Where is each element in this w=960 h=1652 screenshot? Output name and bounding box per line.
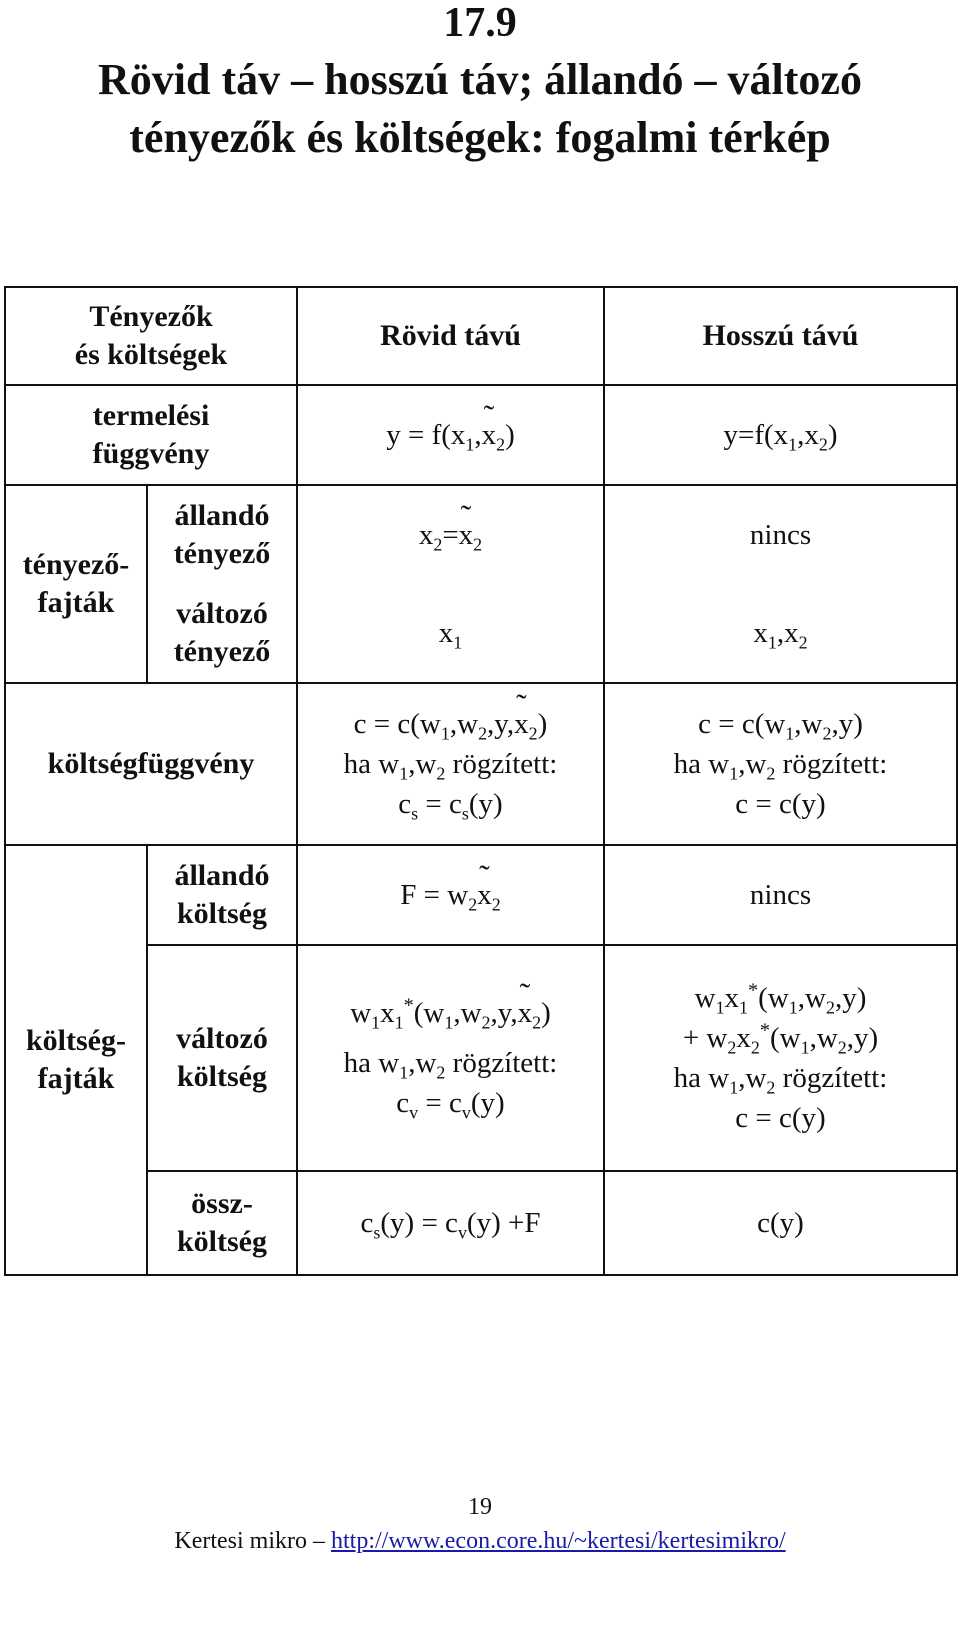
ha-fixed-text: ha w	[343, 1047, 400, 1079]
fixed-factor-line-2: tényező	[173, 537, 271, 570]
page-title-line-2: tényezők és költségek: fogalmi térkép	[129, 113, 831, 162]
short-run-cost-function: $c = c(w_1,w_2,y,˜$ $x_2$) ha $w_1,w_2$ rögzített: $c_s = c_s(y)$	[298, 684, 603, 844]
total-cost-line-2: költség	[177, 1225, 267, 1258]
long-run-production-function: $y=f(x_1,x_2)$	[723, 419, 838, 455]
rogzitett-text: rögzített:	[452, 1047, 558, 1079]
production-function-line-1: termelési	[92, 399, 210, 432]
rogzitett-text: rögzített:	[782, 1062, 888, 1094]
factor-types-label	[6, 486, 146, 682]
cost-function-label: költségfüggvény	[47, 747, 255, 780]
cost-types-label	[6, 846, 146, 1274]
footer-credit	[0, 1528, 960, 1555]
credit-link[interactable]: http://www.econ.core.hu/~kertesi/kertesimikro/	[331, 1528, 786, 1554]
short-run-variable-cost: $w_1x_1^*(w_1,w_2,y,˜$ $x_2$) ha $w_1,w_2$ rögzített: $c_v = c_v(y)$	[298, 946, 603, 1170]
production-function-line-2: függvény	[92, 437, 210, 470]
long-run-cost-function: $c = c(w_1,w_2,y)$ ha $w_1,w_2$ rögzített: c = c(y)	[673, 708, 888, 820]
fixed-factor-line-1: állandó	[174, 499, 270, 532]
variable-cost-label	[148, 946, 296, 1170]
production-function-label	[6, 386, 296, 484]
factor-types-line-1: tényező-	[22, 548, 130, 581]
short-run-variable-factor: $x_1$	[438, 617, 463, 653]
total-cost-label	[148, 1172, 296, 1274]
corner-header-line-2: és költségek	[74, 338, 228, 371]
rogzitett-text: rögzített:	[782, 748, 888, 780]
short-run-header: Rövid távú	[380, 319, 521, 352]
long-run-header: Hosszú távú	[702, 319, 859, 352]
factor-types-line-2: fajták	[37, 586, 115, 619]
cost-types-line-2: fajták	[37, 1062, 115, 1095]
fixed-factor-label	[148, 486, 296, 584]
fixed-cost-line-2: költség	[176, 897, 267, 930]
ha-fixed-text: ha w	[673, 1062, 730, 1094]
long-run-total-cost: c(y)	[757, 1207, 804, 1239]
corner-header-cell	[6, 288, 296, 384]
ha-fixed-text: ha w	[343, 748, 400, 780]
variable-factor-line-1: változó	[176, 597, 268, 630]
long-run-variable-factor: $x_1,x_2$	[753, 617, 808, 653]
concept-map-table	[4, 286, 958, 1276]
variable-cost-line-2: költség	[176, 1060, 267, 1093]
short-run-fixed-factor: $x_2=˜$ $x_2$	[298, 486, 603, 584]
short-run-total-cost: $c_s(y) = c_v(y) +F$	[360, 1207, 541, 1243]
fixed-cost-label	[148, 846, 296, 944]
long-run-fixed-factor: nincs	[749, 519, 812, 551]
page-number: 19	[468, 1494, 492, 1520]
variable-factor-label	[148, 584, 296, 682]
long-run-fixed-cost: nincs	[749, 879, 812, 911]
ha-fixed-text: ha w	[673, 748, 730, 780]
cost-types-line-1: költség-	[26, 1024, 126, 1057]
corner-header-line-1: Tényezők	[89, 300, 213, 333]
variable-cost-line-1: változó	[176, 1022, 268, 1055]
credit-text: Kertesi mikro –	[174, 1528, 331, 1554]
page-title-line-1: Rövid táv – hosszú táv; állandó – változó	[98, 55, 862, 104]
short-run-fixed-cost: $F = w_2˜$ $x_2$	[298, 846, 603, 944]
section-number: 17.9	[443, 0, 517, 46]
rogzitett-text: rögzített:	[452, 748, 558, 780]
total-cost-line-1: össz-	[191, 1187, 253, 1220]
fixed-cost-line-1: állandó	[174, 859, 270, 892]
long-run-variable-cost: $w_1x_1^*(w_1,w_2,y)$ + $w_2x_2^*(w_1,w_2,y)$ ha $w_1,w_2$ rögzített: c = c(y)	[673, 979, 888, 1134]
short-run-production-function: $y = f(x_1,˜$ $x_2$)	[298, 386, 603, 484]
variable-factor-line-2: tényező	[173, 635, 271, 668]
